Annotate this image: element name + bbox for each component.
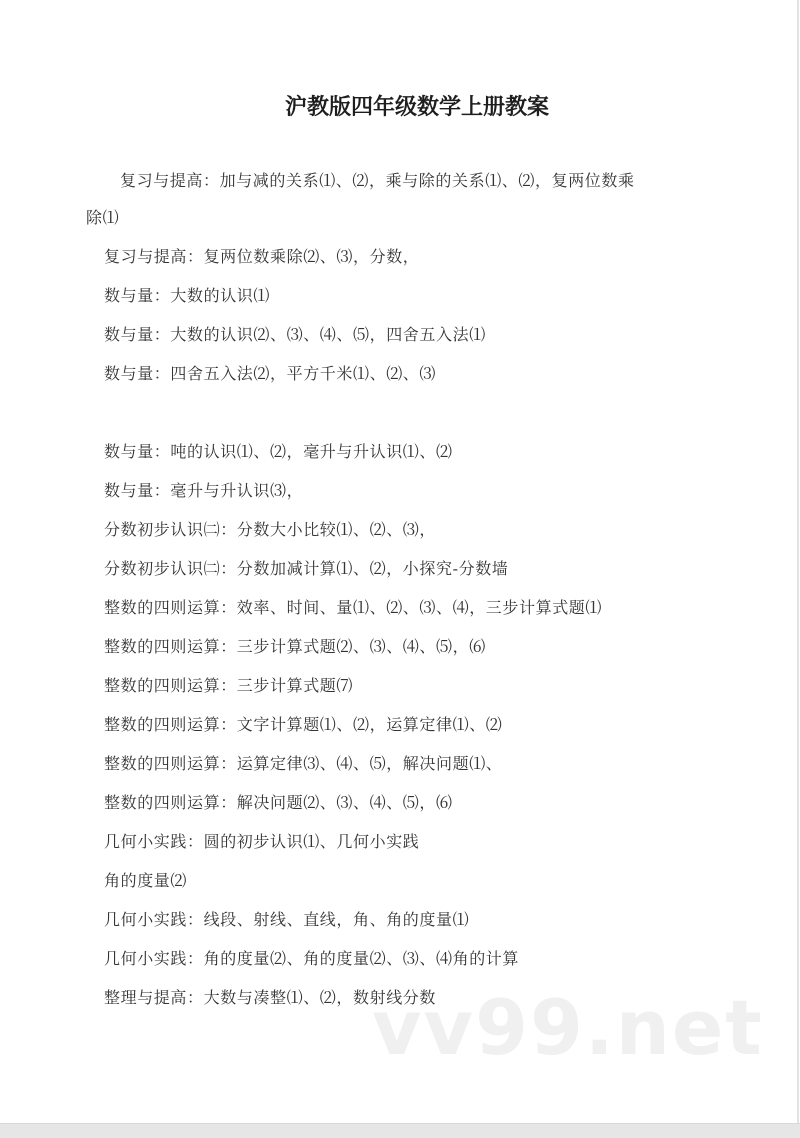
list-item: 几何小实践：线段、射线、直线，角、角的度量⑴ — [104, 910, 470, 929]
paragraph-line: 复习与提高：加与减的关系⑴、⑵，乘与除的关系⑴、⑵，复两位数乘 — [120, 171, 635, 190]
document-title: 沪教版四年级数学上册教案 — [284, 95, 549, 120]
list-item: 复习与提高：复两位数乘除⑵、⑶，分数， — [104, 247, 420, 266]
page-bottom-edge — [0, 1123, 800, 1138]
list-item: 整数的四则运算：三步计算式题⑺ — [104, 676, 354, 695]
watermark: vv99.net — [372, 983, 764, 1072]
list-item: 数与量：大数的认识⑵、⑶、⑷、⑸，四舍五入法⑴ — [104, 325, 486, 344]
list-item: 数与量：四舍五入法⑵，平方千米⑴、⑵、⑶ — [104, 364, 437, 383]
list-item: 整理与提高：大数与凑整⑴、⑵，数射线分数 — [104, 988, 437, 1007]
list-item: 数与量：毫升与升认识⑶， — [104, 481, 304, 500]
list-item: 几何小实践：角的度量⑵、角的度量⑵、⑶、⑷角的计算 — [104, 949, 520, 968]
list-item: 整数的四则运算：三步计算式题⑵、⑶、⑷、⑸，⑹ — [104, 637, 486, 656]
list-item: 分数初步认识㈡：分数大小比较⑴、⑵、⑶， — [104, 520, 437, 539]
list-item: 角的度量⑵ — [104, 871, 188, 890]
list-item: 整数的四则运算：效率、时间、量⑴、⑵、⑶、⑷，三步计算式题⑴ — [104, 598, 603, 617]
paragraph-line-continuation: 除⑴ — [86, 208, 120, 227]
list-item: 整数的四则运算：解决问题⑵、⑶、⑷、⑸，⑹ — [104, 793, 453, 812]
list-item: 数与量：吨的认识⑴、⑵，毫升与升认识⑴、⑵ — [104, 442, 453, 461]
list-item: 整数的四则运算：运算定律⑶、⑷、⑸，解决问题⑴、 — [104, 754, 503, 773]
list-item: 整数的四则运算：文字计算题⑴、⑵，运算定律⑴、⑵ — [104, 715, 503, 734]
list-item: 几何小实践：圆的初步认识⑴、几何小实践 — [104, 832, 420, 851]
list-item: 分数初步认识㈡：分数加减计算⑴、⑵，小探究-分数墙 — [104, 559, 509, 578]
list-item: 数与量：大数的认识⑴ — [104, 286, 271, 305]
